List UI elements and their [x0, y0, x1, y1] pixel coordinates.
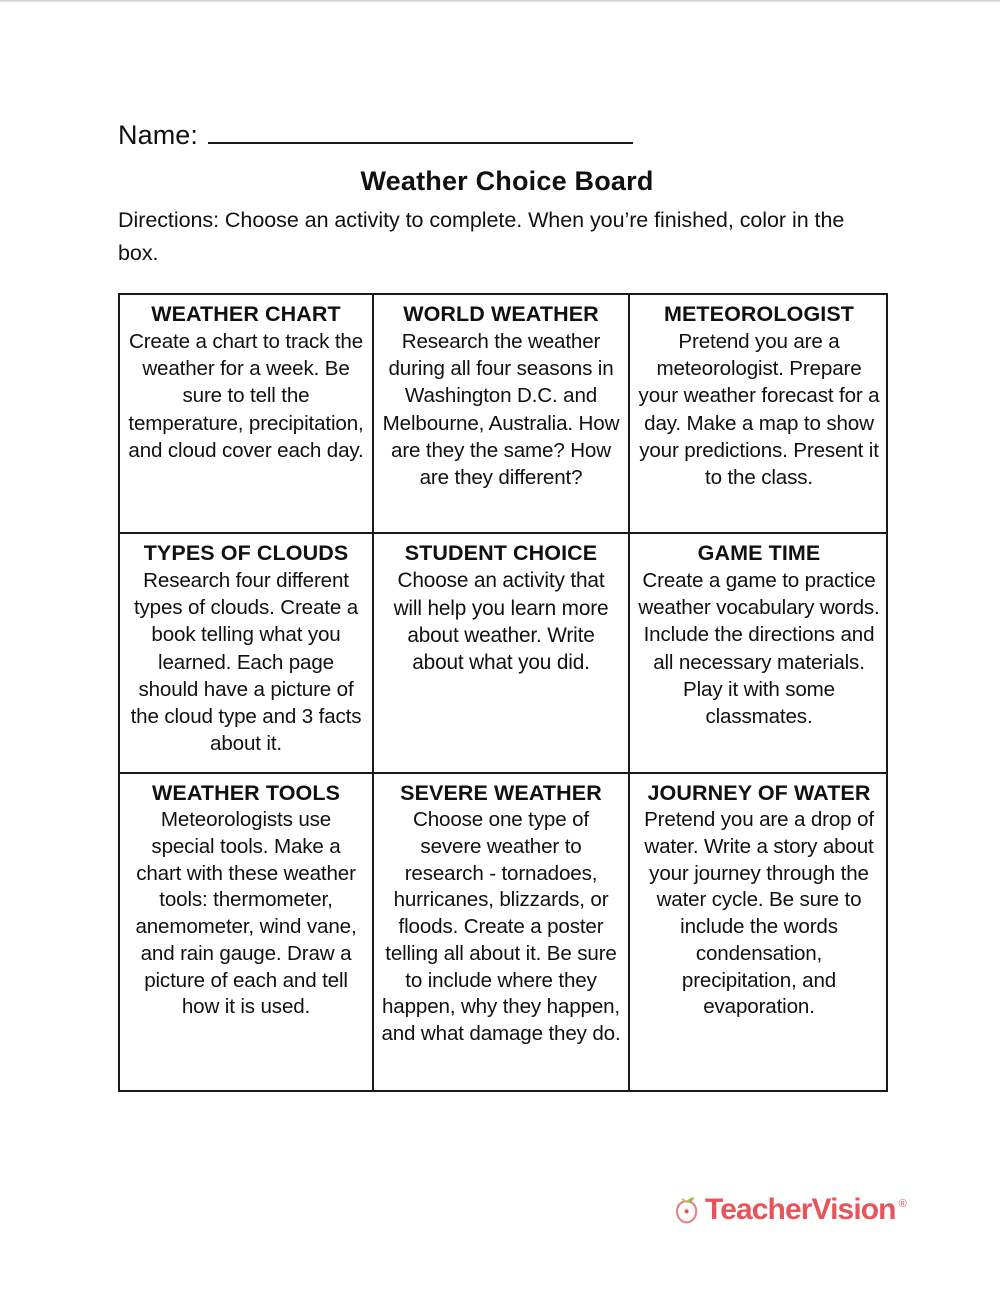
apple-icon	[672, 1194, 702, 1226]
choice-cell-title: WORLD WEATHER	[403, 302, 599, 326]
choice-cell-title: METEOROLOGIST	[663, 302, 855, 326]
choice-cell-body: Research four different types of clouds. Create a book telling what you learned. Each page should have a picture of the cloud type and 3 facts about it.	[130, 569, 362, 756]
brand-wordmark: TeacherVision	[705, 1193, 896, 1226]
apple-core-dot	[685, 1209, 689, 1213]
name-blank-line[interactable]	[208, 141, 633, 144]
choice-cell-severe-weather[interactable]	[374, 774, 630, 1090]
choice-cell-body: Research the weather during all four seasons in Washington D.C. and Melbourne, Australia. How are they the same? How are they different?	[382, 330, 620, 489]
choice-cell-title: GAME TIME	[697, 541, 821, 565]
choice-cell-title: WEATHER TOOLS	[151, 781, 341, 805]
choice-cell-journey-of-water[interactable]	[630, 774, 888, 1090]
teachervision-logo[interactable]	[672, 1194, 907, 1226]
choice-cell-meteorologist[interactable]	[630, 295, 888, 534]
apple-leaf	[687, 1198, 694, 1202]
choice-cell-body: Choose one type of severe weather to research - tornadoes, hurricanes, blizzards, or floods. Create a poster telling all about it. Be sure to include where they happen, why they happen, and what damage they do.	[381, 808, 621, 1046]
name-field-row	[118, 122, 878, 149]
choice-cell-title: SEVERE WEATHER	[400, 781, 602, 805]
choice-cell-title: WEATHER CHART	[151, 302, 341, 326]
choice-cell-game-time[interactable]	[630, 534, 888, 774]
choice-cell-title: STUDENT CHOICE	[404, 541, 598, 565]
choice-cell-body: Pretend you are a meteorologist. Prepare your weather forecast for a day. Make a map to show your predictions. Present it to the class.	[638, 330, 880, 489]
name-label: Name:	[118, 120, 199, 150]
choice-cell-types-of-clouds[interactable]	[120, 534, 374, 774]
choice-cell-title: JOURNEY OF WATER	[647, 781, 871, 805]
directions-text: Directions: Choose an activity to complete. When you’re finished, color in the box.	[118, 208, 845, 265]
choice-cell-weather-chart[interactable]	[120, 295, 374, 534]
choice-cell-body: Create a game to practice weather vocabulary words. Include the directions and all necessary materials. Play it with some classmates.	[638, 569, 880, 728]
choice-cell-weather-tools[interactable]	[120, 774, 374, 1090]
choice-cell-body: Create a chart to track the weather for a week. Be sure to tell the temperature, precipitation, and cloud cover each day.	[128, 330, 364, 462]
choice-cell-world-weather[interactable]	[374, 295, 630, 534]
choice-cell-body: Pretend you are a drop of water. Write a story about your journey through the water cycle. Be sure to include the words condensation, precipitation, and evaporation.	[644, 808, 874, 1019]
choice-cell-body: Choose an activity that will help you learn more about weather. Write about what you did.	[393, 569, 609, 675]
choice-cell-student-choice[interactable]	[374, 534, 630, 774]
brand-trademark: ®	[898, 1198, 907, 1210]
choice-board-grid	[118, 293, 888, 1092]
choice-cell-body: Meteorologists use special tools. Make a chart with these weather tools: thermometer, anemometer, wind vane, and rain gauge. Draw a picture of each and tell how it is used.	[135, 808, 357, 1019]
choice-cell-title: TYPES OF CLOUDS	[143, 541, 349, 565]
page-title: Weather Choice Board	[360, 166, 654, 196]
